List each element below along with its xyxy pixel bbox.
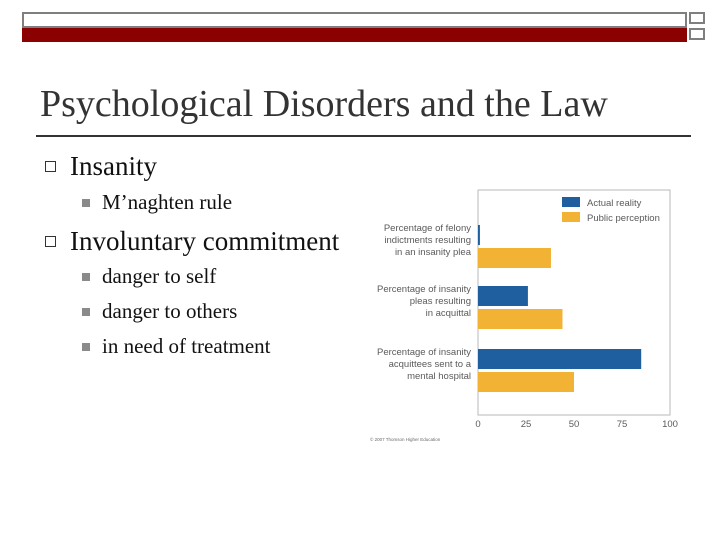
category-label-2-0: Percentage of insanity	[376, 347, 471, 358]
corner-decoration-bottom	[689, 28, 705, 40]
x-tick-0: 0	[475, 419, 481, 430]
x-tick-25: 25	[520, 419, 532, 430]
sub-bullet-danger-to-others: danger to others	[102, 299, 238, 323]
insanity-defense-bar-chart	[365, 185, 685, 445]
bar-0-1	[478, 286, 528, 306]
category-label-1-0: Percentage of insanity	[376, 284, 471, 295]
bar-0-2	[478, 349, 641, 369]
bar-1-2	[478, 372, 574, 392]
sub-bullet-mnaghten: M’naghten rule	[102, 190, 233, 214]
sub-bullet-marker-icon	[82, 308, 90, 316]
legend-swatch-1	[562, 212, 580, 222]
category-label-0-2: in an insanity plea	[394, 247, 471, 258]
sub-bullet-marker-icon	[82, 199, 90, 207]
bullet-involuntary-commitment: Involuntary commitment	[70, 226, 340, 256]
title-underline	[36, 135, 691, 137]
category-label-0-0: Percentage of felony	[383, 223, 471, 234]
sub-bullet-marker-icon	[82, 343, 90, 351]
sub-bullet-marker-icon	[82, 273, 90, 281]
category-label-2-2: mental hospital	[407, 371, 471, 382]
bar-0-0	[478, 225, 480, 245]
legend-label-1: Public perception	[587, 213, 660, 224]
bar-1-1	[478, 309, 562, 329]
x-tick-75: 75	[616, 419, 628, 430]
bullet-marker-icon	[45, 236, 56, 247]
slide-title: Psychological Disorders and the Law	[40, 83, 608, 125]
legend-swatch-0	[562, 197, 580, 207]
category-label-2-1: acquittees sent to a	[388, 359, 471, 370]
x-tick-100: 100	[662, 419, 678, 430]
chart-footnote: © 2007 Thomson Higher Education	[370, 437, 441, 442]
sub-bullet-need-of-treatment: in need of treatment	[102, 334, 271, 358]
legend-label-0: Actual reality	[587, 198, 642, 209]
sub-bullet-danger-to-self: danger to self	[102, 264, 217, 288]
category-label-1-1: pleas resulting	[409, 296, 471, 307]
top-decorative-band	[22, 12, 687, 28]
bullet-marker-icon	[45, 161, 56, 172]
category-label-1-2: in acquittal	[425, 308, 471, 319]
corner-decoration-top	[689, 12, 705, 24]
category-label-0-1: indictments resulting	[384, 235, 471, 246]
bar-1-0	[478, 248, 551, 268]
x-tick-50: 50	[568, 419, 580, 430]
bullet-insanity: Insanity	[70, 151, 157, 181]
top-red-band	[22, 28, 687, 42]
